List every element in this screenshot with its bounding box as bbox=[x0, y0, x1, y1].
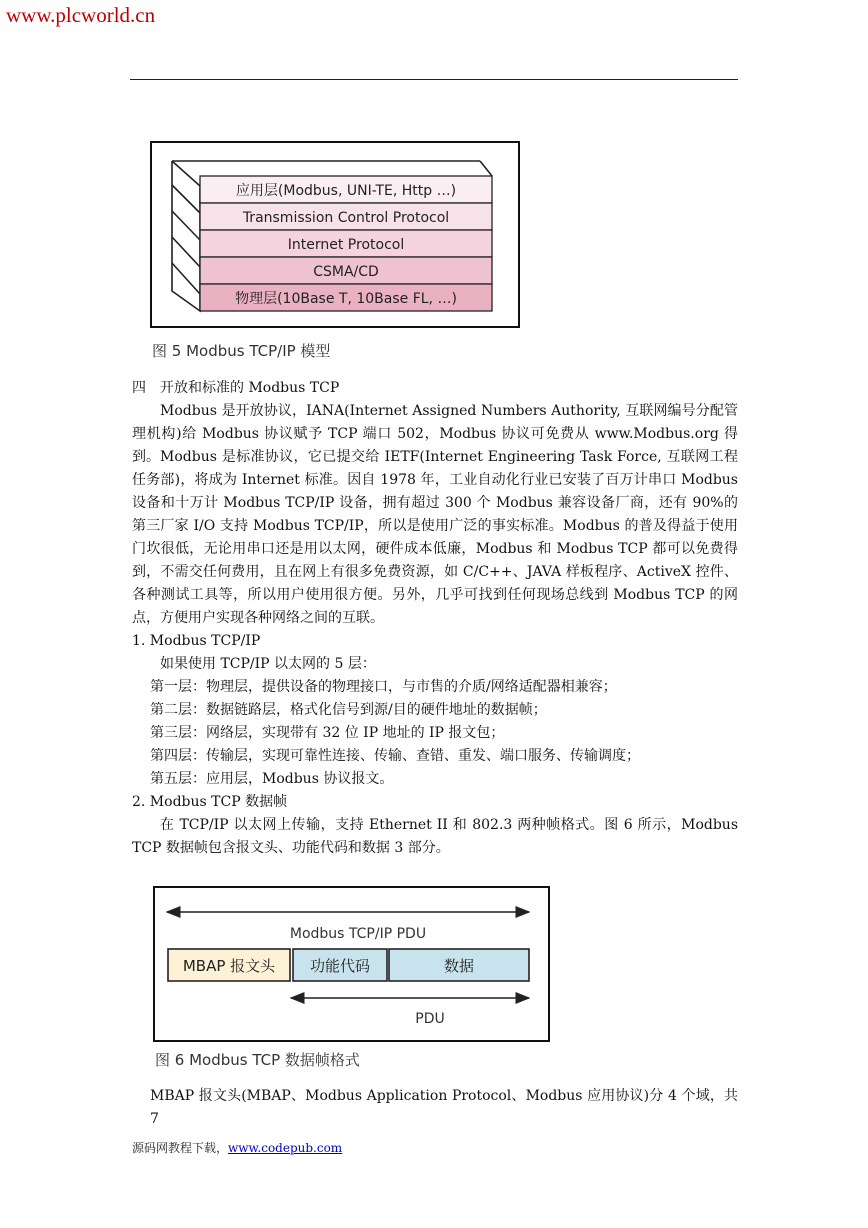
frame-box-label-3: 数据 bbox=[443, 957, 475, 975]
frame-box-label-1: MBAP 报文头 bbox=[182, 957, 276, 975]
section4-heading: 四 开放和标准的 Modbus TCP bbox=[132, 380, 340, 396]
sub2-heading: 2. Modbus TCP 数据帧 bbox=[132, 794, 288, 810]
layer-item-4: 第四层：传输层，实现可靠性连接、传输、查错、重发、端口服务、传输调度； bbox=[150, 748, 640, 764]
footer-link[interactable]: www.codepub.com bbox=[228, 1141, 343, 1155]
layer-label-4: CSMA/CD bbox=[313, 264, 379, 280]
figure5-caption: 图 5 Modbus TCP/IP 模型 bbox=[152, 342, 331, 360]
sub2-para: 在 TCP/IP 以太网上传输，支持 Ethernet II 和 802.3 两种帧格式。图 6 所示，Modbus TCP 数据帧包含报文头、功能代码和数据 3 部分。 bbox=[132, 817, 738, 856]
layer-label-3: Internet Protocol bbox=[287, 237, 405, 253]
layer-item-2: 第二层：数据链路层，格式化信号到源/目的硬件地址的数据帧； bbox=[150, 702, 547, 718]
layer-item-3: 第三层：网络层，实现带有 32 位 IP 地址的 IP 报文包； bbox=[150, 725, 505, 741]
frame-box-label-2: 功能代码 bbox=[309, 957, 371, 975]
header-rule bbox=[130, 79, 738, 80]
footer-prefix: 源码网教程下载， bbox=[132, 1141, 229, 1155]
figure6-caption: 图 6 Modbus TCP 数据帧格式 bbox=[155, 1051, 360, 1069]
layer-item-5: 第五层：应用层，Modbus 协议报文。 bbox=[150, 771, 394, 787]
sub1-heading: 1. Modbus TCP/IP bbox=[132, 633, 261, 649]
figure5-diagram bbox=[150, 141, 520, 328]
section4-para1: Modbus 是开放协议，IANA(Internet Assigned Numbers Authority, 互联网编号分配管理机构)给 Modbus 协议赋予 TCP 端口 502，Modbus 协议可免费从 www.Modbus.org 得到。 bbox=[132, 403, 738, 465]
watermark: www.plcworld.cn bbox=[6, 3, 156, 27]
sub1-intro: 如果使用 TCP/IP 以太网的 5 层： bbox=[160, 656, 376, 672]
layer-label-5: 物理层(10Base T, 10Base FL, …) bbox=[235, 291, 457, 307]
layer-label-1: 应用层(Modbus, UNI-TE, Http …) bbox=[235, 183, 457, 199]
layer-label-2: Transmission Control Protocol bbox=[242, 210, 450, 226]
pdu-full-label: Modbus TCP/IP PDU bbox=[289, 926, 427, 942]
section4-para2: Modbus 是标准协议，它已提交给 IETF(Internet Engineering Task Force, 互联网工程任务部)，将成为 Internet 标准。因自 1978 年，工业自动化行业已安装了百万计串口 Modbus 设备和十万计 Modbus TCP/IP 设备，拥有超过 300 个 Modbus 兼容设备厂商，还有 90%的第三厂家 I/O 支持 Modbus TCP/IP，所以是使用广泛的事实标准。Modbus 的普及得益于使用门坎很低，无论用串口还是用以太网，硬件成本低廉，Modbus 和 Modbus TCP 都可以免费得到，不需交任何费用，且在网上有很多免费资源，如 C/C++、JAVA 样板程序、ActiveX 控件、各种测试工具等，所以用户使用很方便。另外，几乎可找到任何现场总线到 Modbus TCP 的网点，方便用户实现各种网络之间的互联。 bbox=[132, 449, 738, 626]
pdu-label: PDU bbox=[415, 1011, 445, 1027]
footer bbox=[132, 1139, 342, 1156]
figure6-diagram bbox=[153, 886, 550, 1042]
closing-line: MBAP 报文头(MBAP、Modbus Application Protocol、Modbus 应用协议)分 4 个域，共 7 bbox=[150, 1088, 738, 1127]
layer-item-1: 第一层：物理层，提供设备的物理接口，与市售的介质/网络适配器相兼容； bbox=[150, 679, 617, 695]
